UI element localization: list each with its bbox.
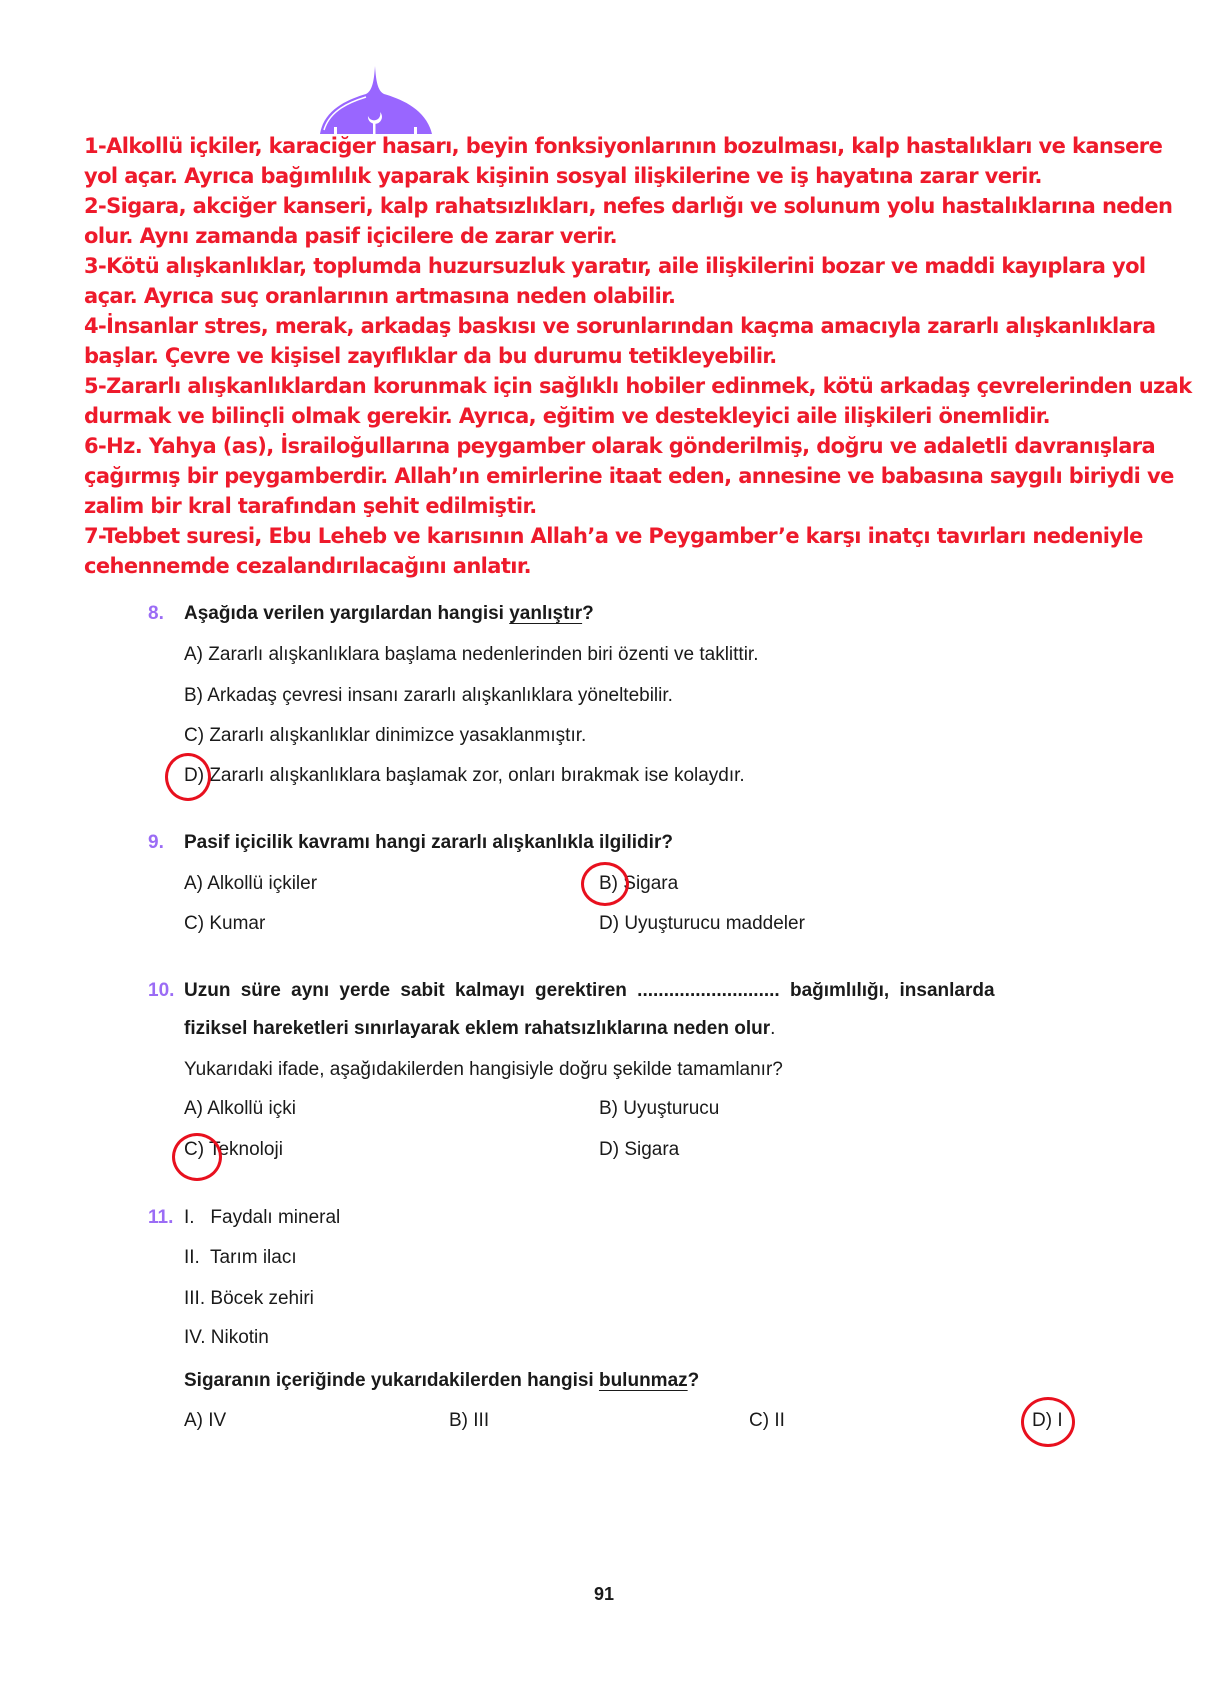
period: . bbox=[770, 1018, 776, 1039]
question-number: 9. bbox=[148, 832, 164, 853]
answer-7-line-2: cehennemde cezalandırılacağını anlatır. bbox=[84, 554, 532, 578]
answer-6-line-3: zalim bir kral tarafından şehit edilmiştir. bbox=[84, 494, 537, 518]
statement-i: I. Faydalı mineral bbox=[184, 1207, 341, 1228]
question-number: 10. bbox=[148, 980, 175, 1001]
option-d[interactable]: D) Uyuşturucu maddeler bbox=[599, 913, 805, 934]
answer-2-line-2: olur. Aynı zamanda pasif içicilere de zarar verir. bbox=[84, 224, 617, 248]
answer-circle-mark bbox=[1021, 1397, 1075, 1447]
answer-1-line-2: yol açar. Ayrıca bağımlılık yaparak kişinin sosyal ilişkilerine ve iş hayatına zarar verir. bbox=[84, 164, 1042, 188]
question-text-part: Aşağıda verilen yargılardan hangisi bbox=[184, 603, 510, 624]
answer-3-line-2: açar. Ayrıca suç oranlarının artmasına neden olabilir. bbox=[84, 284, 676, 308]
question-prompt: Yukarıdaki ifade, aşağıdakilerden hangisiyle doğru şekilde tamamlanır? bbox=[184, 1059, 783, 1080]
statement-iv: IV. Nikotin bbox=[184, 1327, 269, 1348]
option-a[interactable]: A) IV bbox=[184, 1410, 227, 1431]
question-text bbox=[184, 599, 594, 629]
question-number: 8. bbox=[148, 603, 164, 624]
question-text-line-1: Uzun süre aynı yerde sabit kalmayı gerektiren ........................... bağımlılığı, insanlarda bbox=[184, 980, 995, 1001]
answer-4-line-2: başlar. Çevre ve kişisel zayıflıklar da bu durumu tetikleyebilir. bbox=[84, 344, 777, 368]
option-b[interactable]: B) Uyuşturucu bbox=[599, 1098, 720, 1119]
answer-circle-mark bbox=[581, 862, 629, 906]
option-b[interactable]: B) Sigara bbox=[599, 873, 679, 894]
option-d[interactable]: D) Zararlı alışkanlıklara başlamak zor, onları bırakmak ise kolaydır. bbox=[184, 765, 745, 786]
answer-3-line-1: 3-Kötü alışkanlıklar, toplumda huzursuzluk yaratır, aile ilişkilerini bozar ve maddi kayıplara yol bbox=[84, 254, 1146, 278]
question-mark: ? bbox=[582, 603, 594, 624]
mosque-dome-icon bbox=[314, 64, 438, 136]
underlined-keyword: bulunmaz bbox=[598, 1370, 688, 1391]
option-a[interactable]: A) Zararlı alışkanlıklara başlama nedenlerinden biri özenti ve taklittir. bbox=[184, 644, 759, 665]
answer-2-line-1: 2-Sigara, akciğer kanseri, kalp rahatsızlıkları, nefes darlığı ve solunum yolu hastalıklarına neden bbox=[84, 194, 1173, 218]
question-text-part: fiziksel hareketleri sınırlayarak eklem rahatsızlıklarına neden olur bbox=[184, 1018, 771, 1039]
answer-4-line-1: 4-İnsanlar stres, merak, arkadaş baskısı ve sorunlarından kaçma amacıyla zararlı alışkanlıklara bbox=[84, 314, 1156, 338]
answer-6-line-2: çağırmış bir peygamberdir. Allah’ın emirlerine itaat eden, annesine ve babasına saygılı biriydi ve bbox=[84, 464, 1174, 488]
answer-circle-mark bbox=[172, 1133, 222, 1181]
option-b[interactable]: B) Arkadaş çevresi insanı zararlı alışkanlıklara yöneltebilir. bbox=[184, 685, 673, 706]
underlined-keyword: yanlıştır bbox=[509, 603, 583, 624]
question-text-line-2 bbox=[184, 1014, 775, 1044]
option-b[interactable]: B) III bbox=[449, 1410, 490, 1431]
option-c[interactable]: C) Teknoloji bbox=[184, 1139, 283, 1160]
option-a[interactable]: A) Alkollü içkiler bbox=[184, 873, 318, 894]
answer-5-line-1: 5-Zararlı alışkanlıklardan korunmak için sağlıklı hobiler edinmek, kötü arkadaş çevrelerinden uzak bbox=[84, 374, 1192, 398]
option-c[interactable]: C) Kumar bbox=[184, 913, 266, 934]
answer-6-line-1: 6-Hz. Yahya (as), İsrailoğullarına peygamber olarak gönderilmiş, doğru ve adaletli davranışlara bbox=[84, 434, 1156, 458]
option-c[interactable]: C) II bbox=[749, 1410, 785, 1431]
statement-iii: III. Böcek zehiri bbox=[184, 1288, 314, 1309]
statement-ii: II. Tarım ilacı bbox=[184, 1247, 297, 1268]
question-text-part: Sigaranın içeriğinde yukarıdakilerden hangisi bbox=[184, 1370, 599, 1391]
option-d[interactable]: D) I bbox=[1032, 1410, 1063, 1431]
answer-circle-mark bbox=[165, 753, 211, 801]
option-a[interactable]: A) Alkollü içki bbox=[184, 1098, 296, 1119]
answer-5-line-2: durmak ve bilinçli olmak gerekir. Ayrıca, eğitim ve destekleyici aile ilişkileri önemlidir. bbox=[84, 404, 1050, 428]
answer-1-line-1: 1-Alkollü içkiler, karaciğer hasarı, beyin fonksiyonlarının bozulması, kalp hastalıkları ve kansere bbox=[84, 134, 1163, 158]
answer-7-line-1: 7-Tebbet suresi, Ebu Leheb ve karısının Allah’a ve Peygamber’e karşı inatçı tavırları nedeniyle bbox=[84, 524, 1143, 548]
question-mark: ? bbox=[687, 1370, 700, 1391]
question-text: Pasif içicilik kavramı hangi zararlı alışkanlıkla ilgilidir? bbox=[184, 832, 673, 853]
question-number: 11. bbox=[148, 1207, 174, 1228]
page-number: 91 bbox=[594, 1584, 615, 1604]
question-text bbox=[184, 1366, 699, 1396]
option-d[interactable]: D) Sigara bbox=[599, 1139, 680, 1160]
option-c[interactable]: C) Zararlı alışkanlıklar dinimizce yasaklanmıştır. bbox=[184, 725, 587, 746]
